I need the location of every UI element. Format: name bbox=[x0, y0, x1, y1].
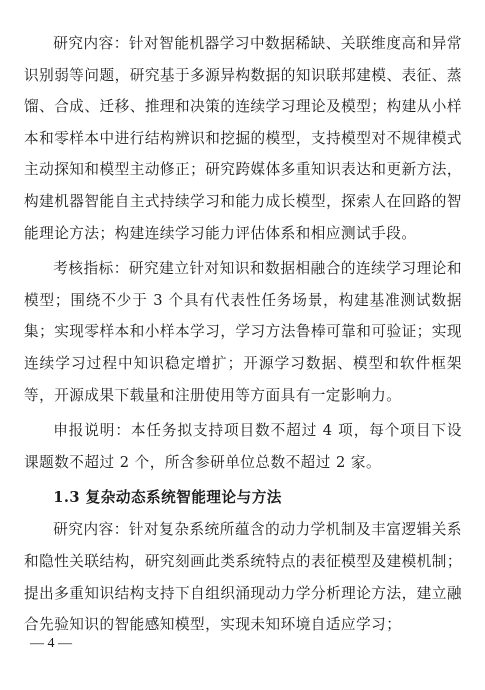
section-heading: 1.3 复杂动态系统智能理论与方法 bbox=[53, 489, 282, 507]
document-body bbox=[24, 28, 462, 645]
page-number: — 4 — bbox=[30, 636, 72, 651]
research-content-paragraph: 研究内容：针对智能机器学习中数据稀缺、关联维度高和异常识别弱等问题，研究基于多源异构数据的知识联邦建模、表征、蒸馏、合成、迁移、推理和决策的连续学习理论及模型；构建从小样本和零样本中进行结构辨识和挖掘的模型，支持模型对不规律模式主动探知和模型主动修正；研究跨媒体多重知识表达和更新方法，构建机器智能自主式持续学习和能力成长模型，探索人在回路的智能理论方法；构建连续学习能力评估体系和相应测试手段。 bbox=[24, 35, 462, 242]
assessment-indicators-paragraph: 考核指标：研究建立针对知识和数据相融合的连续学习理论和模型；围绕不少于 3 个具有代表性任务场景，构建基准测试数据集；实现零样本和小样本学习，学习方法鲁棒可靠和可验证；实现连续学习过程中知识稳定增扩；开源学习数据、模型和软件框架等，开源成果下载量和注册使用等方面具有一定影响力。 bbox=[24, 260, 462, 404]
section-research-paragraph: 研究内容：针对复杂系统所蕴含的动力学机制及丰富逻辑关系和隐性关联结构，研究刻画此类系统特点的表征模型及建模机制；提出多重知识结构支持下自组织涌现动力学分析理论方法，建立融合先验知识的智能感知模型，实现未知环境自适应学习； bbox=[24, 521, 462, 634]
application-notes-paragraph: 申报说明：本任务拟支持项目数不超过 4 项，每个项目下设课题数不超过 2 个，所含参研单位总数不超过 2 家。 bbox=[24, 422, 462, 471]
